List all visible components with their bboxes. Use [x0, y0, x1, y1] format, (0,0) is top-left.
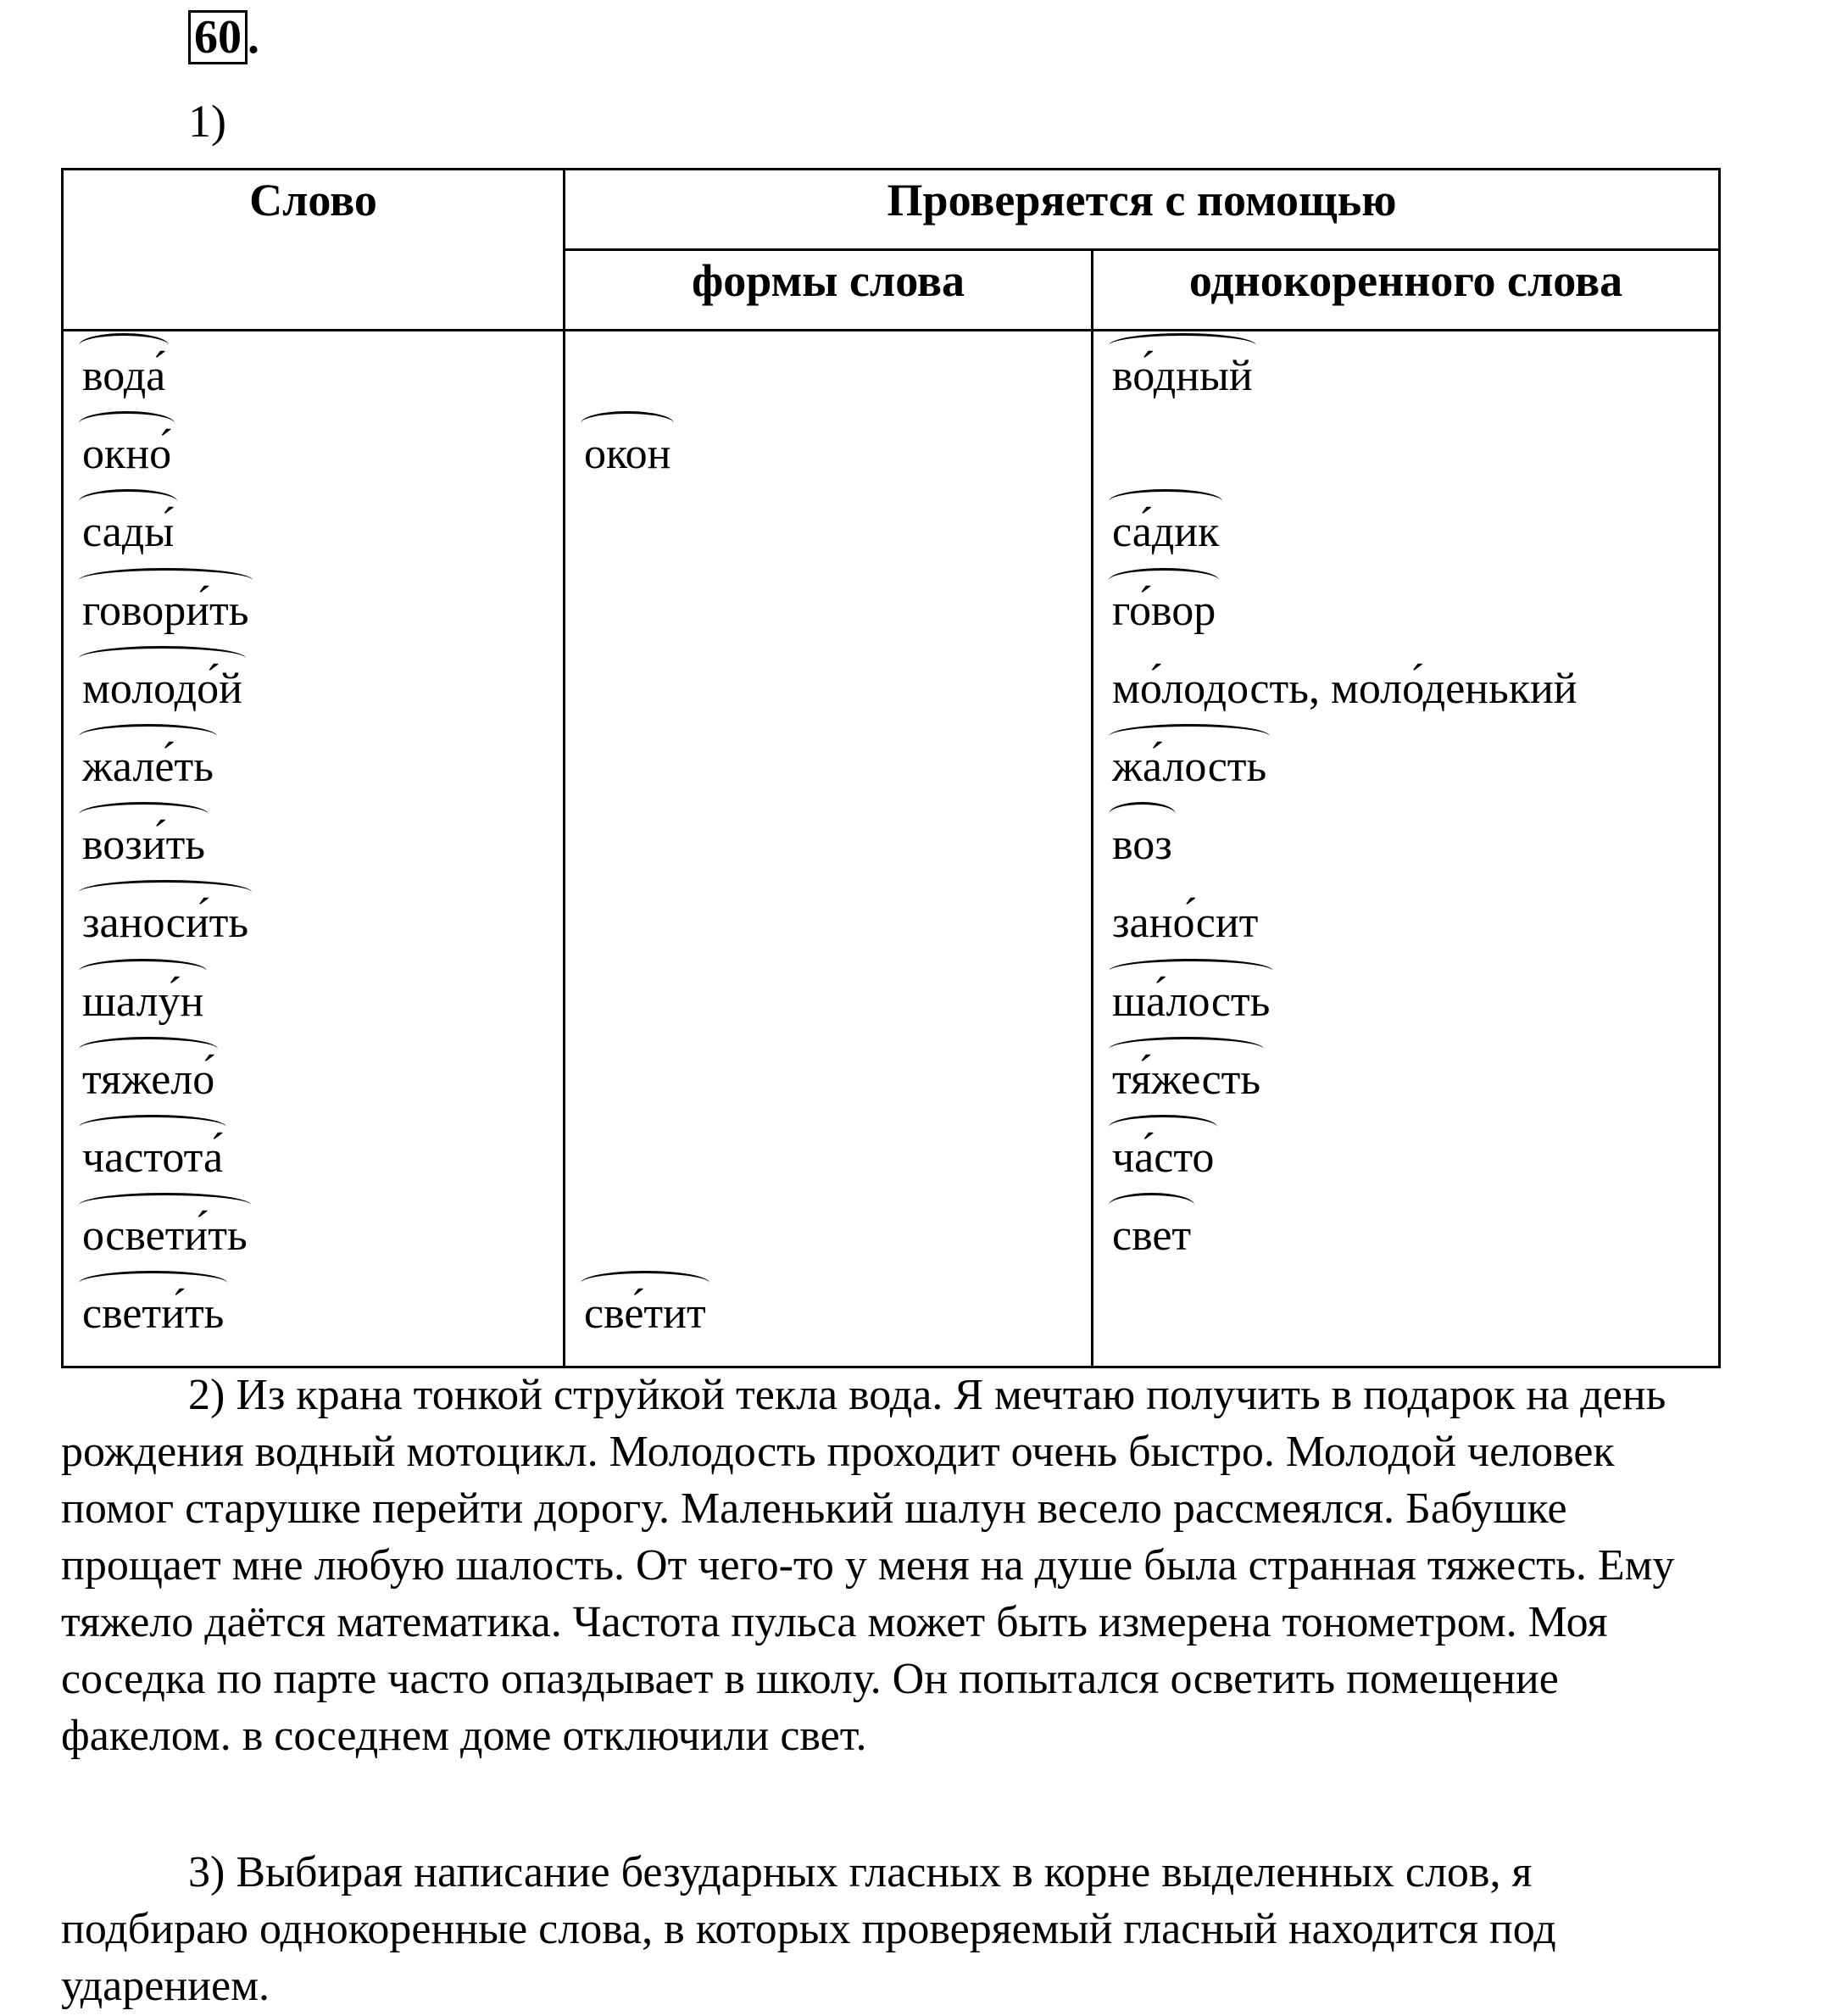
form-cell: [565, 343, 1091, 421]
header-cognate: однокоренного слова: [1093, 250, 1720, 331]
form-cell: [565, 499, 1091, 577]
root-arc: освети́ть: [82, 1203, 248, 1269]
word-cell: [64, 890, 563, 968]
root-arc: свети́ть: [82, 1281, 224, 1347]
exercise-number-dot: .: [248, 11, 259, 64]
exercise-number-box: 60: [188, 10, 248, 64]
root-arc: молодо́й: [82, 656, 242, 722]
cognate-cell: [1093, 1203, 1718, 1281]
cognate-cell: [1093, 1281, 1718, 1359]
root-arc: окно́: [82, 421, 171, 487]
root-arc: свет: [1112, 1203, 1191, 1269]
root-arc: са́дик: [1112, 499, 1219, 565]
root-arc: частота́: [82, 1125, 223, 1191]
root-arc: тяжело́: [82, 1047, 214, 1113]
word-cell: [64, 656, 563, 734]
form-cell: [565, 734, 1091, 812]
root-arc: вода́: [82, 343, 165, 409]
root-arc: говори́ть: [82, 578, 249, 644]
part3-paragraph: 3) Выбирая написание безударных гласных в корне выделенных слов, я подбираю однокоренные слова, в которых проверяемый гласный находится под ударением.: [61, 1848, 1556, 2010]
header-check: Проверяется с помощью: [565, 170, 1720, 250]
cognate-cell: [1093, 969, 1718, 1047]
words-table: [61, 168, 1721, 1368]
header-form: формы слова: [565, 250, 1093, 331]
form-cell: [565, 890, 1091, 968]
form-cell: [565, 969, 1091, 1047]
cognate-cell: [1093, 734, 1718, 812]
root-arc: тя́жесть: [1112, 1047, 1260, 1113]
root-arc: жа́лость: [1112, 734, 1266, 800]
form-cell: [565, 656, 1091, 734]
word-cell: [64, 421, 563, 499]
cognate-text: мо́лодость, моло́денький: [1112, 664, 1577, 713]
word-cell: [64, 343, 563, 421]
root-arc: окон: [584, 421, 670, 487]
word-cell: [64, 578, 563, 656]
root-arc: жале́ть: [82, 734, 214, 800]
part1-label: 1): [188, 96, 226, 147]
exercise-number: [188, 10, 259, 64]
root-arc: заноси́ть: [82, 890, 248, 956]
cognate-cell: [1093, 656, 1718, 734]
root-arc: сады́: [82, 499, 174, 565]
cognate-cell: [1093, 343, 1718, 421]
root-arc: све́тит: [584, 1281, 706, 1347]
word-cell: [64, 1281, 563, 1359]
header-word: Слово: [63, 170, 565, 331]
cognate-column: [1093, 331, 1720, 1367]
cognate-cell: [1093, 421, 1718, 499]
cognate-text: зано́сит: [1112, 899, 1259, 948]
cognate-cell: [1093, 1047, 1718, 1125]
form-cell: [565, 812, 1091, 890]
cognate-cell: [1093, 499, 1718, 577]
form-cell: [565, 1125, 1091, 1203]
form-cell: [565, 421, 1091, 499]
part2-paragraph: 2) Из крана тонкой струйкой текла вода. Я мечтаю получить в подарок на день рождения водный мотоцикл. Молодость проходит очень быстро. Молодой человек помог старушке перейти дорогу. Маленький шалун весело рассмеялся. Бабушке прощает мне любую шалость. От чего-то у меня на душе была странная тяжесть. Ему тяжело даётся математика. Частота пульса может быть измерена тонометром. Моя соседка по парте часто опаздывает в школу. Он попытался осветить помещение факелом. в соседнем доме отключили свет.: [61, 1371, 1675, 1760]
word-cell: [64, 1047, 563, 1125]
form-column: [565, 331, 1093, 1367]
cognate-cell: [1093, 1125, 1718, 1203]
word-cell: [64, 734, 563, 812]
root-arc: ша́лость: [1112, 969, 1270, 1035]
root-arc: во́дный: [1112, 343, 1253, 409]
root-arc: го́вор: [1112, 578, 1216, 644]
root-arc: шалу́н: [82, 969, 203, 1035]
word-cell: [64, 1125, 563, 1203]
root-arc: воз: [1112, 812, 1172, 878]
cognate-cell: [1093, 890, 1718, 968]
word-cell: [64, 1203, 563, 1281]
cognate-cell: [1093, 578, 1718, 656]
word-cell: [64, 969, 563, 1047]
form-cell: [565, 578, 1091, 656]
word-cell: [64, 812, 563, 890]
form-cell: [565, 1047, 1091, 1125]
word-cell: [64, 499, 563, 577]
root-arc: ча́сто: [1112, 1125, 1214, 1191]
cognate-cell: [1093, 812, 1718, 890]
root-arc: вози́ть: [82, 812, 205, 878]
word-column: [63, 331, 565, 1367]
form-cell: [565, 1203, 1091, 1281]
form-cell: [565, 1281, 1091, 1359]
